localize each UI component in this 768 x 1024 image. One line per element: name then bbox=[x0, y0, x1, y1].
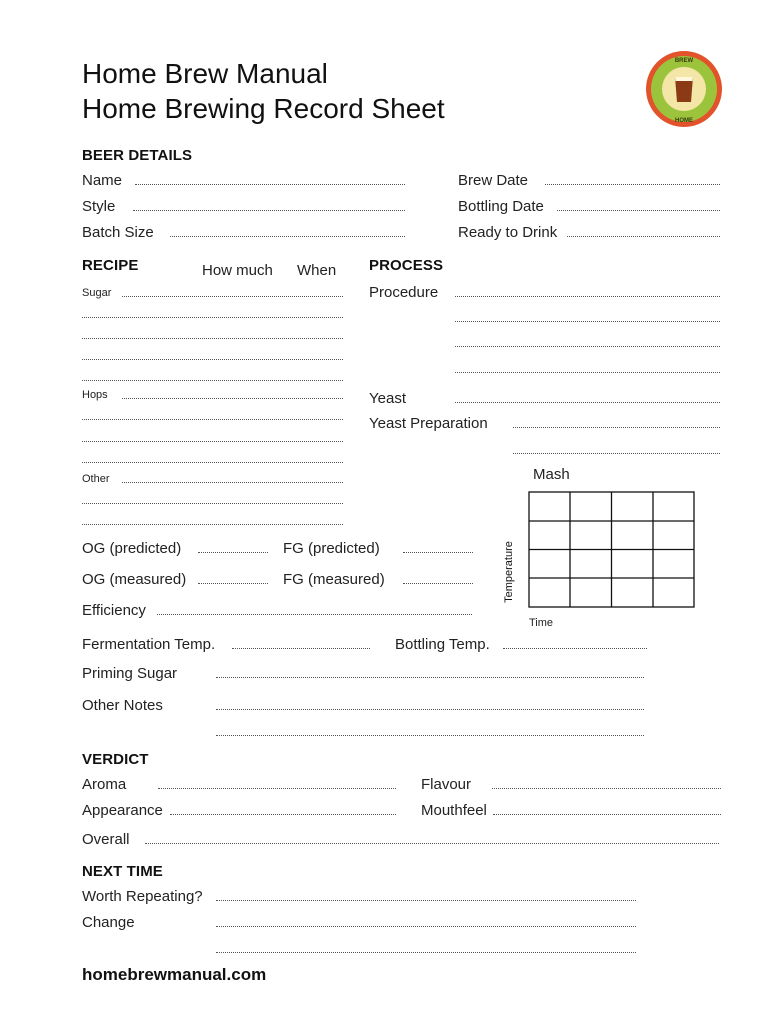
sugar-line-2[interactable] bbox=[82, 317, 343, 318]
mash-grid[interactable] bbox=[528, 491, 696, 609]
change-label: Change bbox=[82, 914, 135, 931]
footer-url[interactable]: homebrewmanual.com bbox=[82, 965, 267, 984]
yeast-preparation-label: Yeast Preparation bbox=[369, 415, 488, 432]
og-measured-field[interactable] bbox=[198, 583, 268, 584]
when-label: When bbox=[297, 262, 337, 279]
recipe-heading: RECIPE bbox=[82, 257, 139, 274]
hops-label: Hops bbox=[82, 389, 108, 401]
name-label: Name bbox=[82, 172, 123, 189]
appearance-label: Appearance bbox=[82, 802, 163, 819]
title-line-1: Home Brew Manual bbox=[82, 58, 328, 89]
next-time-heading: NEXT TIME bbox=[82, 863, 163, 880]
sugar-line-4[interactable] bbox=[82, 359, 343, 360]
other-notes-line-2[interactable] bbox=[216, 735, 644, 736]
flavour-field[interactable] bbox=[492, 788, 721, 789]
priming-sugar-label: Priming Sugar bbox=[82, 665, 178, 682]
priming-sugar-field[interactable] bbox=[216, 677, 644, 678]
procedure-line-4[interactable] bbox=[455, 372, 720, 373]
yeast-preparation-line-1[interactable] bbox=[513, 427, 720, 428]
bottling-temp-field[interactable] bbox=[503, 648, 647, 649]
yeast-preparation-line-2[interactable] bbox=[513, 453, 720, 454]
process-heading: PROCESS bbox=[369, 257, 444, 274]
verdict-heading: VERDICT bbox=[82, 751, 149, 768]
fg-measured-field[interactable] bbox=[403, 583, 473, 584]
fermentation-temp-label: Fermentation Temp. bbox=[82, 636, 216, 653]
home-brew-manual-logo bbox=[645, 50, 723, 128]
sugar-line-1[interactable] bbox=[122, 296, 343, 297]
yeast-label: Yeast bbox=[369, 390, 406, 407]
procedure-line-1[interactable] bbox=[455, 296, 720, 297]
how-much-label: How much bbox=[202, 262, 273, 279]
overall-label: Overall bbox=[82, 831, 130, 848]
svg-text:HOME: HOME bbox=[675, 118, 693, 124]
svg-text:BREW: BREW bbox=[674, 58, 694, 64]
sugar-label: Sugar bbox=[82, 287, 112, 299]
flavour-label: Flavour bbox=[421, 776, 472, 793]
worth-repeating-field[interactable] bbox=[216, 900, 636, 901]
change-line-2[interactable] bbox=[216, 952, 636, 953]
other-notes-line-1[interactable] bbox=[216, 709, 644, 710]
efficiency-field[interactable] bbox=[157, 614, 472, 615]
og-measured-label: OG (measured) bbox=[82, 571, 187, 588]
fg-predicted-field[interactable] bbox=[403, 552, 473, 553]
hops-line-2[interactable] bbox=[82, 419, 343, 420]
other-line-3[interactable] bbox=[82, 524, 343, 525]
yeast-field[interactable] bbox=[455, 402, 720, 403]
other-label: Other bbox=[82, 473, 110, 485]
name-field[interactable] bbox=[135, 184, 405, 185]
hops-line-1[interactable] bbox=[122, 398, 343, 399]
procedure-label: Procedure bbox=[369, 284, 439, 301]
sugar-line-5[interactable] bbox=[82, 380, 343, 381]
brew-date-label: Brew Date bbox=[458, 172, 529, 189]
sugar-line-3[interactable] bbox=[82, 338, 343, 339]
mash-title: Mash bbox=[533, 466, 570, 483]
hops-line-3[interactable] bbox=[82, 441, 343, 442]
other-line-1[interactable] bbox=[122, 482, 343, 483]
og-predicted-label: OG (predicted) bbox=[82, 540, 182, 557]
style-label: Style bbox=[82, 198, 116, 215]
efficiency-label: Efficiency bbox=[82, 602, 146, 619]
fg-measured-label: FG (measured) bbox=[283, 571, 385, 588]
fg-predicted-label: FG (predicted) bbox=[283, 540, 380, 557]
batch-size-label: Batch Size bbox=[82, 224, 154, 241]
hops-line-4[interactable] bbox=[82, 462, 343, 463]
other-notes-label: Other Notes bbox=[82, 697, 163, 714]
bottling-date-field[interactable] bbox=[557, 210, 720, 211]
title-line-2: Home Brewing Record Sheet bbox=[82, 93, 445, 124]
aroma-field[interactable] bbox=[158, 788, 396, 789]
batch-size-field[interactable] bbox=[170, 236, 405, 237]
style-field[interactable] bbox=[133, 210, 405, 211]
appearance-field[interactable] bbox=[170, 814, 396, 815]
mouthfeel-label: Mouthfeel bbox=[421, 802, 487, 819]
change-line-1[interactable] bbox=[216, 926, 636, 927]
bottling-temp-label: Bottling Temp. bbox=[395, 636, 490, 653]
ready-to-drink-field[interactable] bbox=[567, 236, 720, 237]
aroma-label: Aroma bbox=[82, 776, 127, 793]
overall-field[interactable] bbox=[145, 843, 719, 844]
mouthfeel-field[interactable] bbox=[493, 814, 721, 815]
procedure-line-2[interactable] bbox=[455, 321, 720, 322]
temperature-axis-label: Temperature bbox=[503, 541, 515, 603]
beer-details-heading: BEER DETAILS bbox=[82, 147, 193, 164]
other-line-2[interactable] bbox=[82, 503, 343, 504]
procedure-line-3[interactable] bbox=[455, 346, 720, 347]
brew-date-field[interactable] bbox=[545, 184, 720, 185]
bottling-date-label: Bottling Date bbox=[458, 198, 544, 215]
fermentation-temp-field[interactable] bbox=[232, 648, 370, 649]
ready-to-drink-label: Ready to Drink bbox=[458, 224, 558, 241]
og-predicted-field[interactable] bbox=[198, 552, 268, 553]
worth-repeating-label: Worth Repeating? bbox=[82, 888, 203, 905]
time-axis-label: Time bbox=[529, 617, 554, 629]
